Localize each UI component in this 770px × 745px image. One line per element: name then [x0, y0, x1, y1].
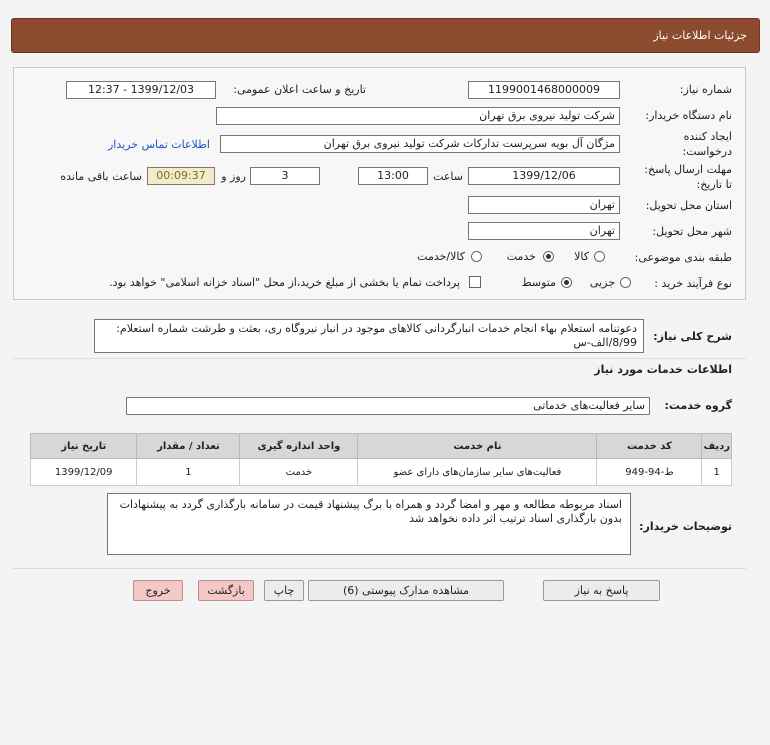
col-date-header: تاریخ نیاز — [31, 434, 137, 459]
divider — [13, 568, 746, 569]
col-row-header: ردیف — [702, 434, 732, 459]
service-group-field: سایر فعالیت‌های خدماتی — [126, 397, 650, 415]
city-field: تهران — [468, 222, 620, 240]
col-qty-header: تعداد / مقدار — [137, 434, 240, 459]
process-option-medium: متوسط — [521, 276, 556, 289]
category-option-goods-service: کالا/خدمت — [417, 250, 465, 263]
divider — [13, 358, 746, 359]
announce-label: تاریخ و ساعت اعلان عمومی: — [233, 83, 366, 96]
province-field: تهران — [468, 196, 620, 214]
city-label: شهر محل تحویل: — [652, 225, 732, 238]
buyer-notes-label: توضیحات خریدار: — [639, 520, 732, 533]
deadline-label-line1: مهلت ارسال پاسخ: — [644, 163, 732, 176]
col-code-header: کد خدمت — [597, 434, 702, 459]
services-table — [30, 433, 732, 486]
creator-label-line2: درخواست: — [682, 145, 732, 158]
exit-button[interactable]: خروج — [133, 580, 183, 601]
summary-textarea[interactable]: دعوتنامه استعلام بهاء انجام خدمات انبارگردانی کالاهای موجود در انبار نیروگاه ری، بعثت و طرشت شماره استعلام: 8/99/الف-س — [94, 319, 644, 353]
services-section-title: اطلاعات خدمات مورد نیاز — [594, 363, 732, 376]
cell-name: فعالیت‌های سایر سازمان‌های دارای عضو — [358, 459, 597, 486]
page-title: جزئیات اطلاعات نیاز — [653, 29, 747, 42]
buyer-contact-link[interactable]: اطلاعات تماس خریدار — [108, 138, 210, 151]
deadline-label-line2: تا تاریخ: — [696, 178, 732, 191]
cell-row: 1 — [702, 459, 732, 486]
deadline-time-field: 13:00 — [358, 167, 428, 185]
remaining-label: ساعت باقی مانده — [60, 170, 142, 183]
process-option-minor: جزیی — [589, 276, 615, 289]
reply-button[interactable]: پاسخ به نیاز — [543, 580, 660, 601]
need-number-label: شماره نیاز: — [679, 83, 732, 96]
view-attachments-button[interactable]: مشاهده مدارک پیوستی (6) — [308, 580, 504, 601]
buyer-org-field: شرکت تولید نیروی برق تهران — [216, 107, 620, 125]
days-label: روز و — [221, 170, 246, 183]
cell-unit: خدمت — [240, 459, 358, 486]
need-number-field: 1199001468000009 — [468, 81, 620, 99]
service-group-label: گروه خدمت: — [664, 399, 732, 412]
category-radio-goods[interactable] — [594, 251, 605, 262]
creator-label-line1: ایجاد کننده — [683, 130, 732, 143]
cell-qty: 1 — [137, 459, 240, 486]
remaining-time-field: 00:09:37 — [147, 167, 215, 185]
back-button[interactable]: بازگشت — [198, 580, 254, 601]
deadline-date-field: 1399/12/06 — [468, 167, 620, 185]
summary-label: شرح کلی نیاز: — [653, 330, 732, 343]
process-radio-minor[interactable] — [620, 277, 631, 288]
days-field: 3 — [250, 167, 320, 185]
table-header-row — [31, 434, 732, 459]
buyer-org-label: نام دستگاه خریدار: — [645, 109, 732, 122]
announce-field: 1399/12/03 - 12:37 — [66, 81, 216, 99]
table-row — [31, 459, 732, 486]
col-name-header: نام خدمت — [358, 434, 597, 459]
process-label: نوع فرآیند خرید : — [654, 277, 732, 290]
process-radio-medium[interactable] — [561, 277, 572, 288]
province-label: استان محل تحویل: — [645, 199, 732, 212]
page-header — [11, 18, 760, 53]
time-label: ساعت — [433, 170, 463, 183]
treasury-payment-checkbox[interactable] — [469, 276, 481, 288]
buyer-notes-textarea[interactable]: اسناد مربوطه مطالعه و مهر و امضا گردد و همراه با برگ پیشنهاد قیمت در سامانه بارگذاری گردد به پیشنهادات بدون بارگذاری اسناد ترتیب اثر داده نخواهد شد — [107, 493, 631, 555]
treasury-payment-note: پرداخت تمام یا بخشی از مبلغ خرید،از محل "اسناد خزانه اسلامی" خواهد بود. — [109, 276, 460, 289]
cell-date: 1399/12/09 — [31, 459, 137, 486]
col-unit-header: واحد اندازه گیری — [240, 434, 358, 459]
category-option-goods: کالا — [574, 250, 589, 263]
category-radio-goods-service[interactable] — [471, 251, 482, 262]
cell-code: ط-94-949 — [597, 459, 702, 486]
creator-field: مژگان آل بویه سرپرست تدارکات شرکت تولید نیروی برق تهران — [220, 135, 620, 153]
category-radio-service[interactable] — [543, 251, 554, 262]
print-button[interactable]: چاپ — [264, 580, 304, 601]
category-label: طبقه بندی موضوعی: — [634, 251, 732, 264]
category-option-service: خدمت — [506, 250, 536, 263]
